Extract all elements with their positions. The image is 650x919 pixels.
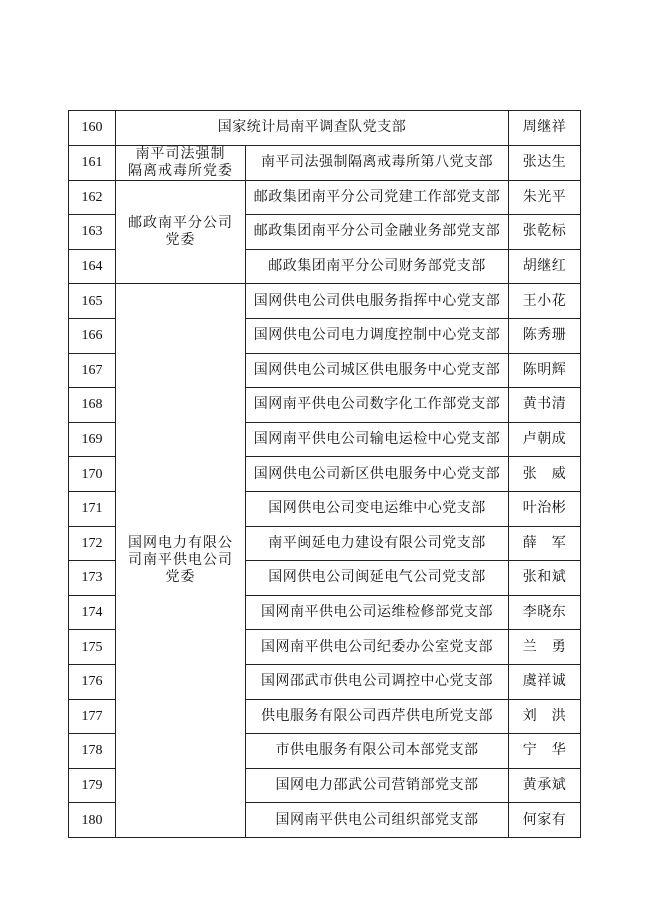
table-row [69, 284, 581, 319]
person-name: 陈秀珊 [509, 318, 581, 353]
row-number: 164 [69, 249, 116, 284]
committee-name: 邮政南平分公司 党委 [116, 180, 246, 284]
person-name: 朱光平 [509, 180, 581, 215]
row-number: 173 [69, 561, 116, 596]
row-number: 172 [69, 526, 116, 561]
branch-name: 国家统计局南平调查队党支部 [116, 111, 509, 146]
row-number: 175 [69, 630, 116, 665]
branch-name: 国网供电公司新区供电服务中心党支部 [246, 457, 509, 492]
person-name: 张达生 [509, 145, 581, 180]
branch-name: 国网南平供电公司数字化工作部党支部 [246, 388, 509, 423]
row-number: 161 [69, 145, 116, 180]
person-name: 张 威 [509, 457, 581, 492]
branch-name: 南平闽延电力建设有限公司党支部 [246, 526, 509, 561]
branch-name: 国网供电公司闽延电气公司党支部 [246, 561, 509, 596]
row-number: 170 [69, 457, 116, 492]
branch-name: 国网供电公司城区供电服务中心党支部 [246, 353, 509, 388]
row-number: 167 [69, 353, 116, 388]
row-number: 178 [69, 734, 116, 769]
branch-name: 邮政集团南平分公司金融业务部党支部 [246, 215, 509, 250]
row-number: 165 [69, 284, 116, 319]
row-number: 176 [69, 664, 116, 699]
branch-name: 邮政集团南平分公司党建工作部党支部 [246, 180, 509, 215]
person-name: 叶治彬 [509, 491, 581, 526]
row-number: 177 [69, 699, 116, 734]
person-name: 王小花 [509, 284, 581, 319]
branch-name: 国网供电公司变电运维中心党支部 [246, 491, 509, 526]
branch-name: 邮政集团南平分公司财务部党支部 [246, 249, 509, 284]
person-name: 虞祥诚 [509, 664, 581, 699]
row-number: 169 [69, 422, 116, 457]
person-name: 周继祥 [509, 111, 581, 146]
person-name: 何家有 [509, 803, 581, 838]
row-number: 179 [69, 768, 116, 803]
branch-name: 国网电力邵武公司营销部党支部 [246, 768, 509, 803]
person-name: 黄书清 [509, 388, 581, 423]
row-number: 166 [69, 318, 116, 353]
person-name: 张乾标 [509, 215, 581, 250]
branch-name: 国网南平供电公司运维检修部党支部 [246, 595, 509, 630]
row-number: 160 [69, 111, 116, 146]
person-name: 黄承斌 [509, 768, 581, 803]
committee-name: 南平司法强制 隔离戒毒所党委 [116, 145, 246, 180]
row-number: 168 [69, 388, 116, 423]
person-name: 胡继红 [509, 249, 581, 284]
row-number: 180 [69, 803, 116, 838]
person-name: 张和斌 [509, 561, 581, 596]
branch-name: 国网邵武市供电公司调控中心党支部 [246, 664, 509, 699]
table-row [69, 145, 581, 180]
branch-name: 供电服务有限公司西芹供电所党支部 [246, 699, 509, 734]
person-name: 刘 洪 [509, 699, 581, 734]
branch-name: 国网南平供电公司输电运检中心党支部 [246, 422, 509, 457]
row-number: 174 [69, 595, 116, 630]
row-number: 162 [69, 180, 116, 215]
roster-table [68, 110, 581, 838]
branch-name: 国网南平供电公司纪委办公室党支部 [246, 630, 509, 665]
committee-name: 国网电力有限公 司南平供电公司 党委 [116, 284, 246, 838]
person-name: 陈明辉 [509, 353, 581, 388]
person-name: 薛 军 [509, 526, 581, 561]
branch-name: 国网供电公司供电服务指挥中心党支部 [246, 284, 509, 319]
branch-name: 南平司法强制隔离戒毒所第八党支部 [246, 145, 509, 180]
row-number: 171 [69, 491, 116, 526]
table-row [69, 111, 581, 146]
branch-name: 国网供电公司电力调度控制中心党支部 [246, 318, 509, 353]
row-number: 163 [69, 215, 116, 250]
person-name: 卢朝成 [509, 422, 581, 457]
person-name: 宁 华 [509, 734, 581, 769]
branch-name: 市供电服务有限公司本部党支部 [246, 734, 509, 769]
person-name: 兰 勇 [509, 630, 581, 665]
table-row [69, 180, 581, 215]
branch-name: 国网南平供电公司组织部党支部 [246, 803, 509, 838]
person-name: 李晓东 [509, 595, 581, 630]
